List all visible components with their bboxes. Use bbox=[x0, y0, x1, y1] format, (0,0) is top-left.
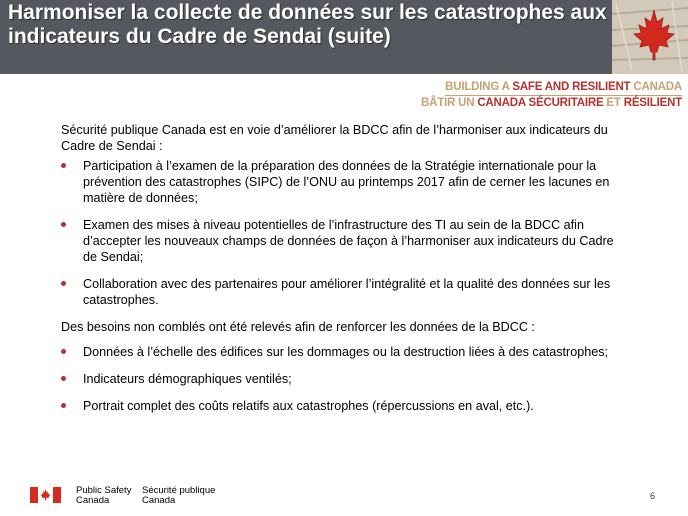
list-item: Examen des mises à niveau potentielles de l’infrastructure des TI au sein de la BDCC afin d’accepter les nouveaux champs de données de façon à l’harmoniser aux indicateurs du Cadre de Sendai; bbox=[61, 217, 631, 265]
intro-paragraph: Sécurité publique Canada est en voie d’améliorer la BDCC afin de l’harmoniser aux indicateurs du Cadre de Sendai : bbox=[61, 123, 608, 153]
list-item: Données à l’échelle des édifices sur les dommages ou la destruction liées à des catastrophes; bbox=[61, 344, 631, 360]
page-number: 6 bbox=[650, 491, 656, 501]
slide-body bbox=[61, 122, 631, 425]
list-item: Collaboration avec des partenaires pour améliorer l’intégralité et la qualité des données sur les catastrophes. bbox=[61, 276, 631, 308]
slide-title: Harmoniser la collecte de données sur les catastrophes aux indicateurs du Cadre de Sendai (suite) bbox=[8, 1, 607, 48]
bullet-icon bbox=[61, 222, 66, 227]
signature-fr: Sécurité publique Canada bbox=[142, 485, 216, 506]
tagline bbox=[421, 80, 682, 110]
maple-leaf-panel bbox=[612, 0, 688, 74]
tagline-en: BUILDING A SAFE AND RESILIENT CANADA bbox=[445, 80, 682, 96]
title-bar bbox=[0, 0, 612, 74]
list-item: Indicateurs démographiques ventilés; bbox=[61, 371, 631, 387]
bullet-icon bbox=[61, 403, 66, 408]
list-item: Participation à l’examen de la préparation des données de la Stratégie internationale pour la prévention des catastrophes (SIPC) de l’ONU au printemps 2017 afin de cerner les lacunes en matière de données; bbox=[61, 158, 631, 206]
signature-en: Public Safety Canada bbox=[76, 485, 132, 506]
bullet-list-2 bbox=[61, 344, 631, 414]
bullet-list-1 bbox=[61, 158, 631, 308]
needs-paragraph: Des besoins non comblés ont été relevés afin de renforcer les données de la BDCC : bbox=[61, 320, 535, 334]
bullet-icon bbox=[61, 163, 66, 168]
list-item: Portrait complet des coûts relatifs aux catastrophes (répercussions en aval, etc.). bbox=[61, 398, 631, 414]
bullet-icon bbox=[61, 376, 66, 381]
tagline-fr: BÂTIR UN CANADA SÉCURITAIRE ET RÉSILIENT bbox=[420, 97, 682, 109]
maple-leaf-icon bbox=[612, 0, 688, 74]
bullet-icon bbox=[61, 281, 66, 286]
bullet-icon bbox=[61, 349, 66, 354]
canada-flag-icon bbox=[30, 487, 61, 503]
